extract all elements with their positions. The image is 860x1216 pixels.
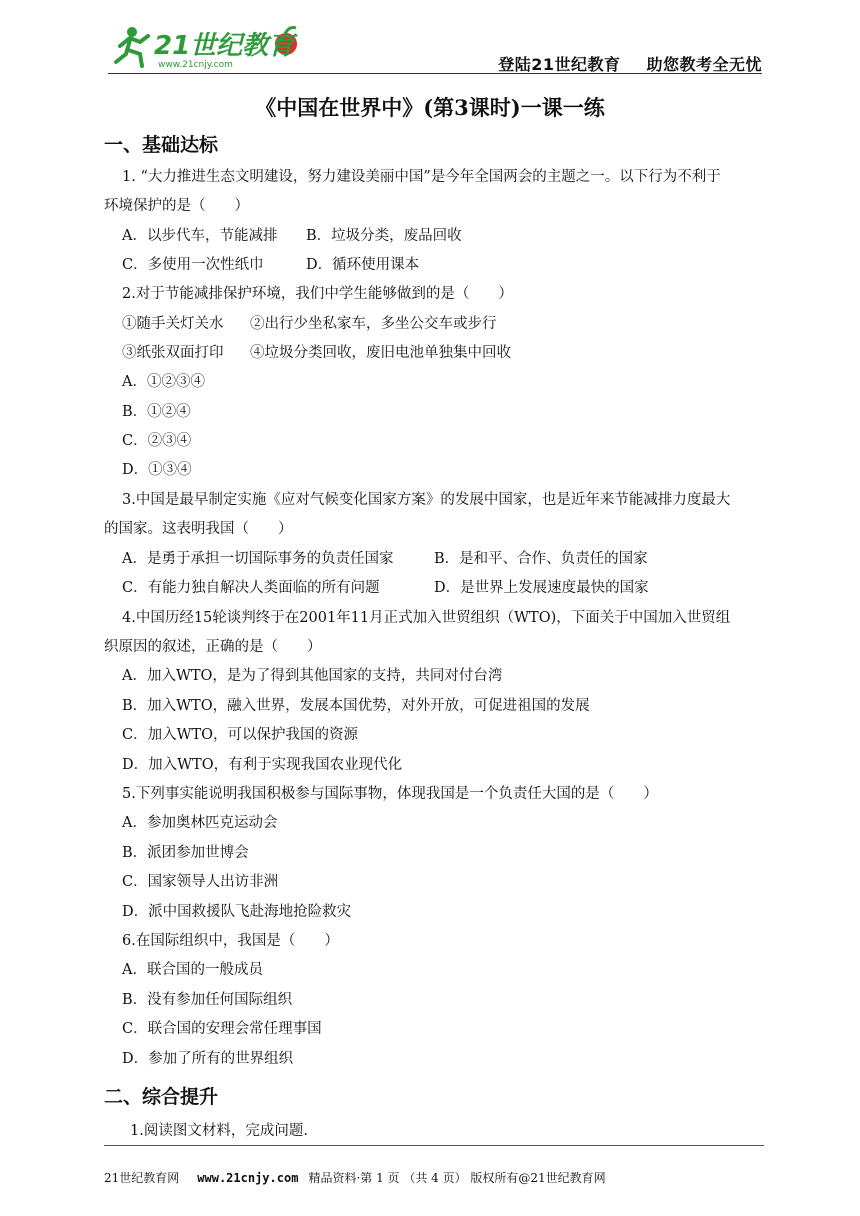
q5-option-d: D．派中国救援队飞赴海地抢险救灾: [122, 904, 352, 920]
q2-option-c: C．②③④: [122, 433, 192, 449]
q2-option-d: D．①③④: [122, 462, 192, 478]
footer-site: 21世纪教育网: [104, 1171, 180, 1185]
advanced-question-1: 1.阅读图文材料，完成问题.: [130, 1123, 308, 1139]
q2-items-row-2: [122, 343, 511, 363]
question-4-cont: 织原因的叙述，正确的是（ ）: [104, 639, 322, 655]
q2-option-b: B．①②④: [122, 404, 191, 420]
header-login: 登陆21世纪教育: [498, 55, 621, 74]
question-6: 6.在国际组织中，我国是（ ）: [122, 933, 339, 949]
q6-option-d: D．参加了所有的世界组织: [122, 1051, 294, 1067]
question-5: 5.下列事实能说明我国积极参与国际事物，体现我国是一个负责任大国的是（ ）: [122, 786, 658, 802]
q2-option-a: A．①②③④: [122, 374, 205, 390]
footer-url[interactable]: www.21cnjy.com: [197, 1171, 299, 1185]
logo-text: 21世纪教育: [154, 31, 295, 61]
q3-options-row-1: [122, 549, 648, 569]
header-tagline: 助您教考全无忧: [646, 55, 762, 74]
q2-item-4: ④垃圾分类回收，废旧电池单独集中回收: [250, 345, 511, 361]
q4-option-c: C．加入WTO，可以保护我国的资源: [122, 727, 359, 743]
q1-options-row-2: [122, 255, 420, 275]
q3-option-a: A．是勇于承担一切国际事务的负责任国家: [122, 551, 394, 567]
q3-option-d: D．是世界上发展速度最快的国家: [434, 580, 649, 596]
q1-options-row-1: [122, 226, 462, 246]
q2-item-2: ②出行少坐私家车，多坐公交车或步行: [250, 316, 497, 332]
q6-option-a: A．联合国的一般成员: [122, 962, 263, 978]
q2-item-3: ③纸张双面打印: [122, 345, 224, 361]
q4-option-d: D．加入WTO，有利于实现我国农业现代化: [122, 757, 403, 773]
q1-option-c: C．多使用一次性纸巾: [122, 257, 264, 273]
header-slogan: [498, 52, 762, 75]
question-1: 1. “大力推进生态文明建设，努力建设美丽中国”是今年全国两会的主题之一。以下行为不利于: [122, 169, 721, 185]
logo-url: www.21cnjy.com: [158, 60, 233, 70]
q5-option-a: A．参加奥林匹克运动会: [122, 815, 278, 831]
question-3-cont: 的国家。这表明我国（ ）: [104, 521, 293, 537]
question-3: 3.中国是最早制定实施《应对气候变化国家方案》的发展中国家，也是近年来节能减排力度最大: [122, 492, 731, 508]
footer-divider: [104, 1145, 764, 1146]
logo: [110, 24, 310, 70]
q3-option-c: C．有能力独自解决人类面临的所有问题: [122, 580, 380, 596]
question-2: 2.对于节能减排保护环境，我们中学生能够做到的是（ ）: [122, 286, 513, 302]
q2-item-1: ①随手关灯关水: [122, 316, 224, 332]
q3-option-b: B．是和平、合作、负责任的国家: [434, 551, 648, 567]
q5-option-c: C．国家领导人出访非洲: [122, 874, 279, 890]
q1-option-d: D．循环使用课本: [306, 257, 420, 273]
q4-option-a: A．加入WTO，是为了得到其他国家的支持，共同对付台湾: [122, 668, 503, 684]
q1-option-b: B．垃圾分类，废品回收: [306, 228, 462, 244]
header-divider: [108, 73, 762, 74]
page-header: [108, 22, 762, 74]
runner-icon: [116, 27, 148, 66]
question-4: 4.中国历经15轮谈判终于在2001年11月正式加入世贸组织（WTO)，下面关于中国加入世贸组: [122, 610, 731, 626]
section-heading-basic: 一、基础达标: [104, 134, 219, 156]
q4-option-b: B．加入WTO，融入世界，发展本国优势，对外开放，可促进祖国的发展: [122, 698, 590, 714]
footer-info: 精品资料·第 1 页 （共 4 页） 版权所有@21世纪教育网: [308, 1171, 606, 1185]
q2-items-row-1: [122, 314, 497, 334]
page-title: 《中国在世界中》(第3课时)一课一练: [255, 95, 605, 120]
section-heading-advanced: 二、综合提升: [104, 1086, 219, 1108]
q1-option-a: A．以步代车，节能减排: [122, 228, 278, 244]
q6-option-b: B．没有参加任何国际组织: [122, 992, 293, 1008]
q3-options-row-2: [122, 578, 649, 598]
q5-option-b: B．派团参加世博会: [122, 845, 249, 861]
q6-option-c: C．联合国的安理会常任理事国: [122, 1021, 322, 1037]
page-footer: [104, 1169, 606, 1186]
question-1-cont: 环境保护的是（ ）: [104, 198, 249, 214]
